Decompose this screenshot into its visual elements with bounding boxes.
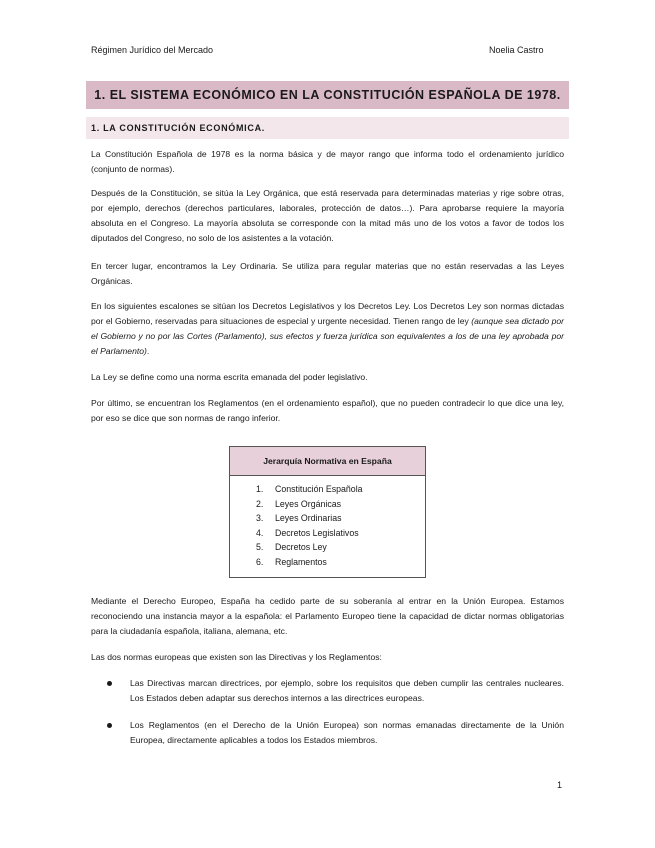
paragraph-decretos-italic: (aunque sea dictado por el Gobierno y no por las Cortes (Parlamento), sus efectos y fuerza jurídica son equivalentes a los de una ley aprobada por el Parlamento) [91, 316, 564, 356]
section-heading: 1. LA CONSTITUCIÓN ECONÓMICA. [91, 123, 265, 133]
paragraph-ley-organica: Después de la Constitución, se sitúa la Ley Orgánica, que está reservada para determinadas materias y rige sobre otras, por ejemplo, derechos (derechos particulares, laborales, protección de datos…). Para aprobarse requiere la mayoría absoluta en el Congreso. La mayoría absoluta se corresponde con la mitad más uno de los votos a favor de todos los diputados del Congreso, no solo de los asistentes a la votación. [91, 188, 564, 243]
hierarchy-item: 1. Constitución Española [256, 484, 363, 494]
paragraph-ley-definicion: La Ley se define como una norma escrita emanada del poder legislativo. [91, 372, 368, 382]
paragraph-derecho-europeo: Mediante el Derecho Europeo, España ha cedido parte de su soberanía al entrar en la Unión Europea. Estamos reconociendo una instancia mayor a la española: el Parlamento Europeo tiene la capacidad de dictar normas obligatorias para la ciudadanía española, italiana, alemana, etc. [91, 596, 564, 636]
paragraph-reglamentos: Por último, se encuentran los Reglamentos (en el ordenamiento español), que no pueden contradecir lo que dice una ley, por eso se dice que son normas de rango inferior. [91, 398, 564, 423]
hierarchy-item: 3. Leyes Ordinarias [256, 513, 342, 523]
paragraph-decretos-end: . [146, 346, 150, 356]
paragraph-normas-europeas: Las dos normas europeas que existen son las Directivas y los Reglamentos: [91, 652, 382, 662]
paragraph-decretos-text: En los siguientes escalones se sitúan los Decretos Legislativos y los Decretos Ley. Los Decretos Ley son normas dictadas por el Gobierno, reservadas para situaciones de especial y urgente necesidad. Tienen rango de ley [91, 301, 564, 326]
header-course-title: Régimen Jurídico del Mercado [91, 45, 214, 55]
paragraph-constitucion: La Constitución Española de 1978 es la norma básica y de mayor rango que informa todo el ordenamiento jurídico (conjunto de normas). [91, 149, 564, 174]
header-author: Noelia Castro [489, 45, 544, 55]
page-number: 1 [557, 780, 563, 790]
bullet-dot-icon [107, 723, 112, 728]
section-heading-banner [86, 117, 569, 139]
chapter-title-banner [86, 81, 569, 111]
paragraph-ley-ordinaria: En tercer lugar, encontramos la Ley Ordinaria. Se utiliza para regular materias que no están reservadas a las Leyes Orgánicas. [91, 261, 564, 286]
bullet-dot-icon [107, 681, 112, 686]
hierarchy-table [229, 446, 426, 578]
hierarchy-item: 2. Leyes Orgánicas [256, 498, 342, 509]
bullet-reglamentos: Los Reglamentos (en el Derecho de la Unión Europea) son normas emanadas directamente de la Unión Europea, directamente aplicables a todos los Estados miembros. [110, 718, 564, 748]
paragraph-decretos [91, 299, 564, 359]
hierarchy-table-header: Jerarquía Normativa en España [230, 447, 425, 476]
hierarchy-item: 5. Decretos Ley [256, 542, 327, 552]
bullet-directivas: Las Directivas marcan directrices, por ejemplo, sobre los requisitos que deben cumplir las centrales nucleares. Los Estados deben adaptar sus derechos internos a las directrices europeas. [110, 676, 564, 706]
hierarchy-item: 4. Decretos Legislativos [256, 527, 359, 538]
hierarchy-list [230, 482, 425, 569]
hierarchy-item: 6. Reglamentos [256, 556, 327, 567]
chapter-title: 1. EL SISTEMA ECONÓMICO EN LA CONSTITUCIÓN ESPAÑOLA DE 1978. [94, 88, 561, 102]
